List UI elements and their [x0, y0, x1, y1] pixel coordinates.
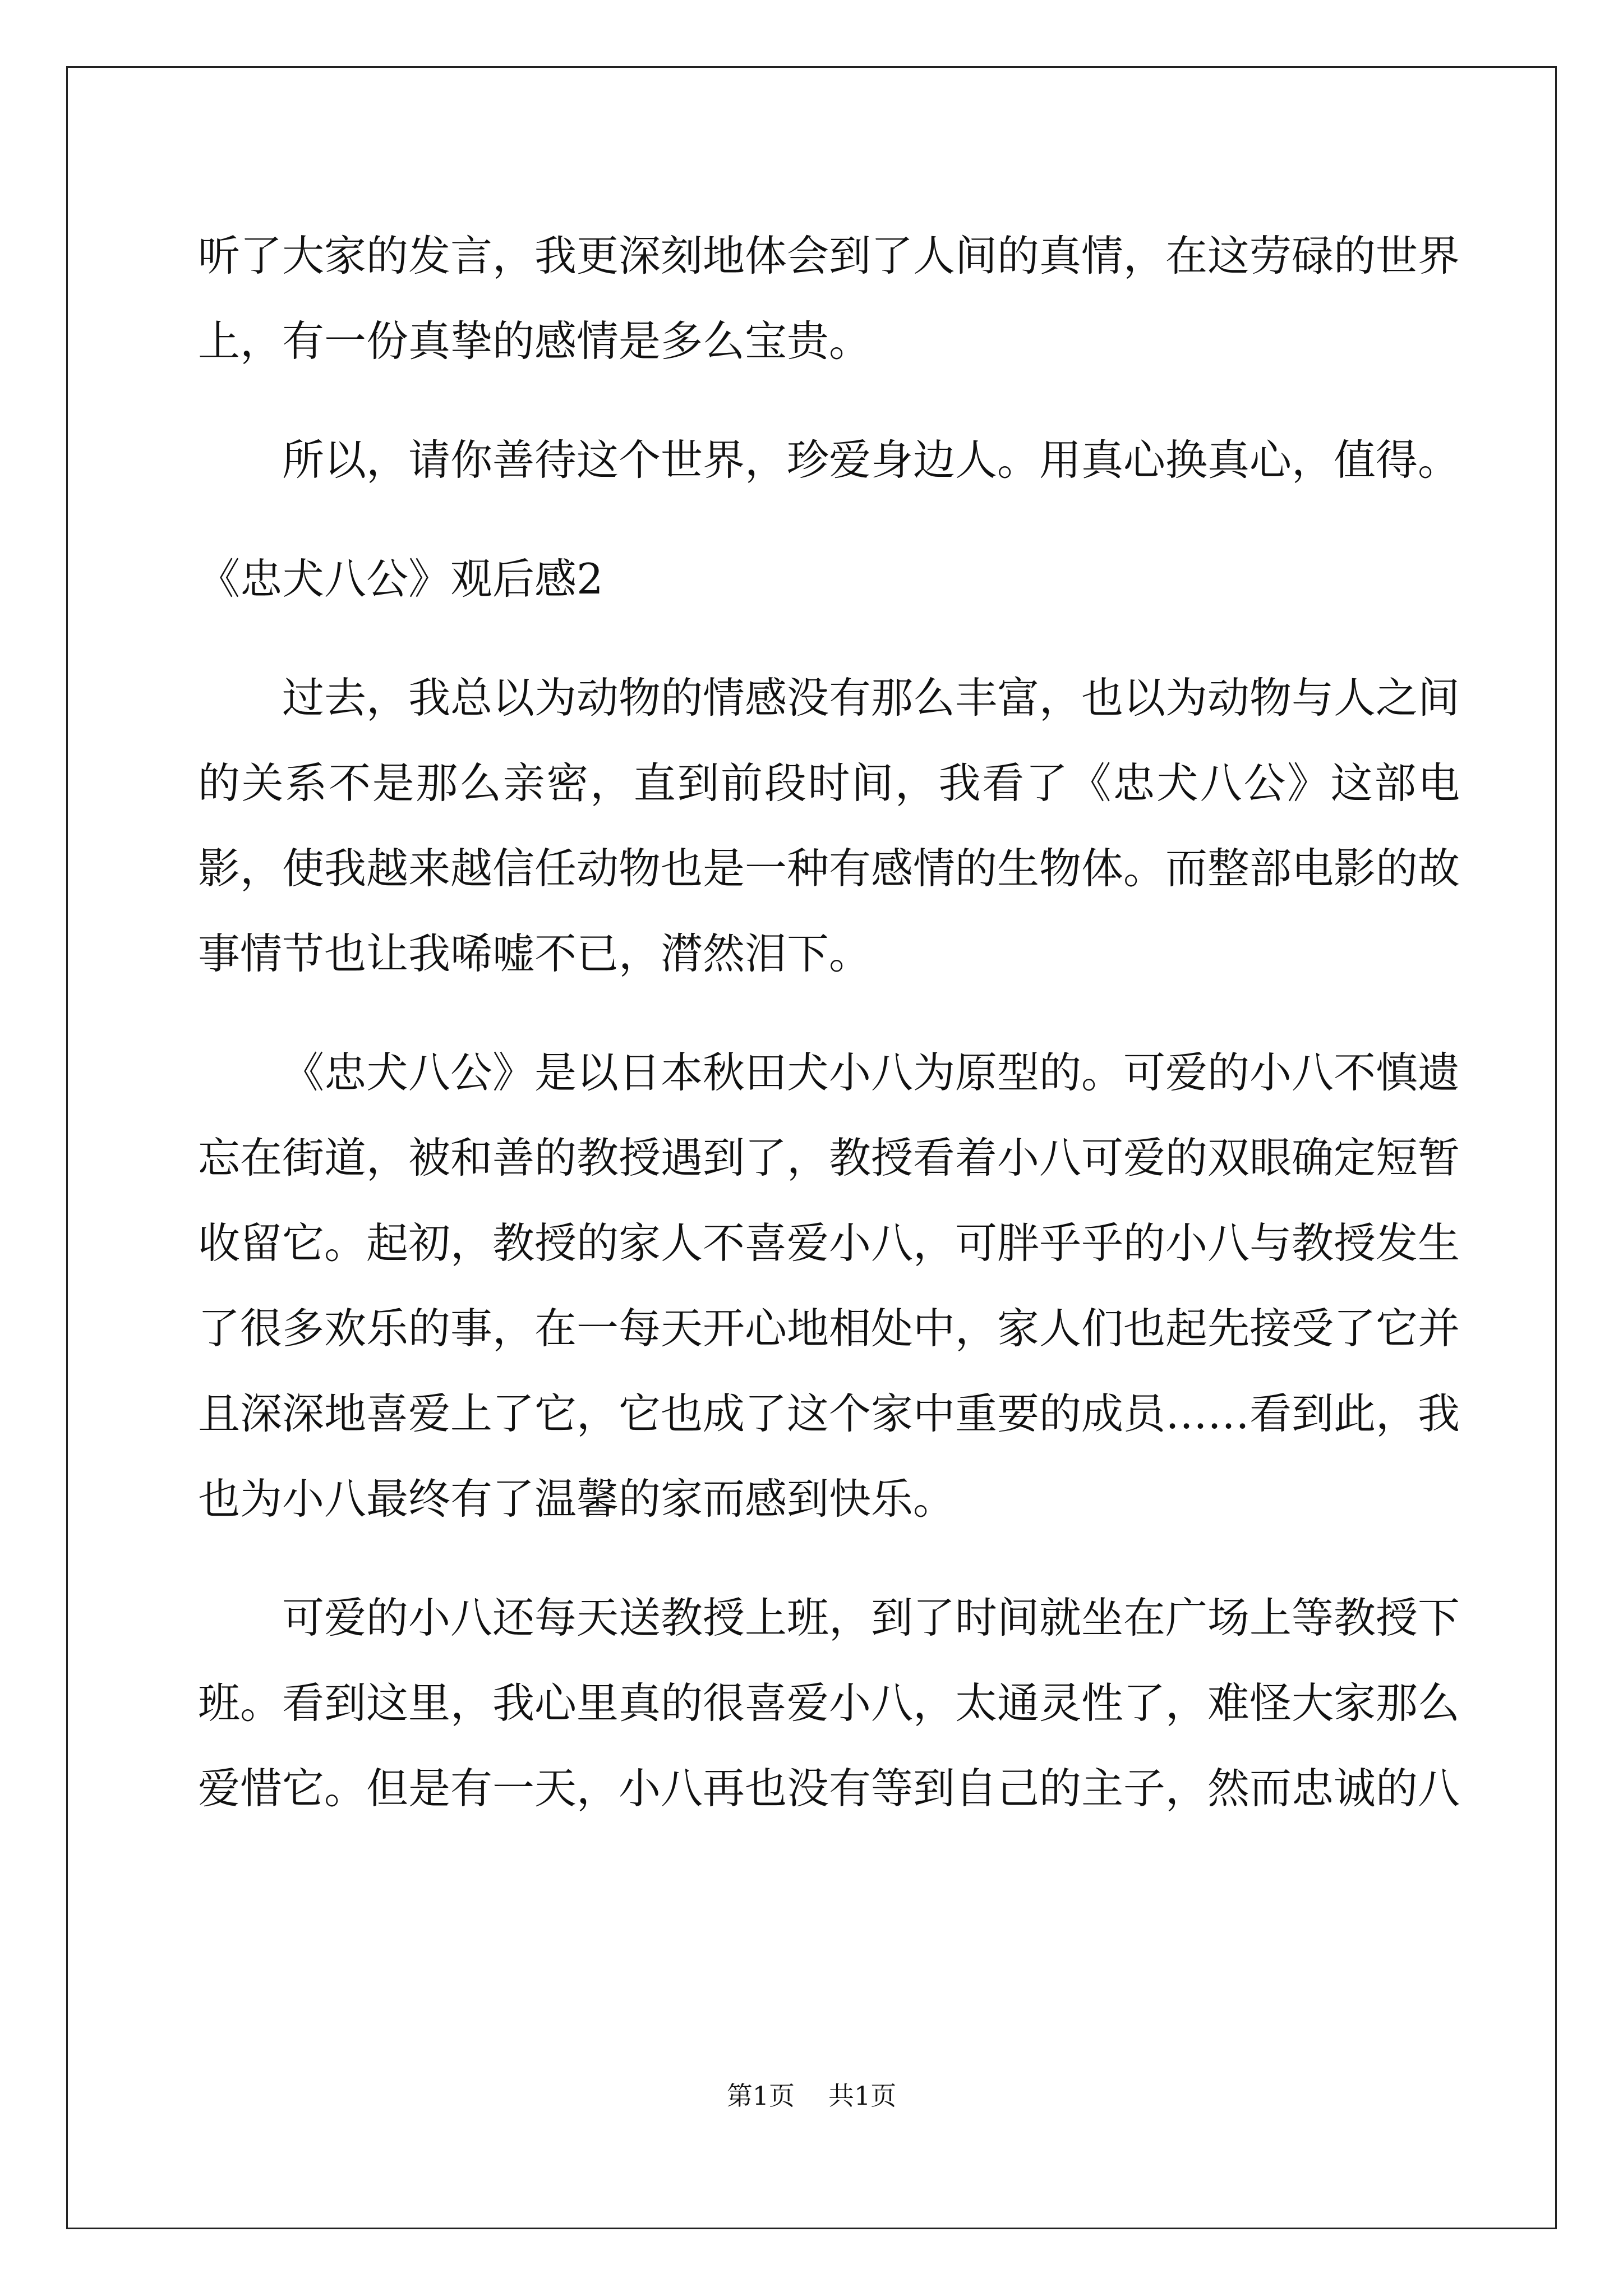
paragraph-3: 过去，我总以为动物的情感没有那么丰富，也以为动物与人之间的关系不是那么亲密，直到前段时间，我看了《忠犬八公》这部电影，使我越来越信任动物也是一种有感情的生物体。而整部电影的故事情节也让我唏嘘不已，潸然泪下。 [198, 673, 1460, 978]
paragraph-1: 听了大家的发言，我更深刻地体会到了人间的真情，在这劳碌的世界上，有一份真挚的感情是多么宝贵。 [198, 231, 1460, 366]
page-total: 共1页 [828, 2081, 897, 2111]
paragraph-4: 《忠犬八公》是以日本秋田犬小八为原型的。可爱的小八不慎遗忘在街道，被和善的教授遇到了，教授看着小八可爱的双眼确定短暂收留它。起初，教授的家人不喜爱小八，可胖乎乎的小八与教授发生了很多欢乐的事，在一每天开心地相处中，家人们也起先接受了它并且深深地喜爱上了它，它也成了这个家中重要的成员……看到此，我也为小八最终有了温馨的家而感到快乐。 [198, 1048, 1460, 1524]
paragraph-5: 可爱的小八还每天送教授上班，到了时间就坐在广场上等教授下班。看到这里，我心里真的很喜爱小八，太通灵性了，难怪大家那么爱惜它。但是有一天，小八再也没有等到自己的主子，然而忠诚的八 [198, 1593, 1460, 1813]
page-number: 第1页 [726, 2081, 795, 2111]
paragraph-2: 所以，请你善待这个世界，珍爱身边人。用真心换真心，值得。 [282, 435, 1460, 485]
document-body [198, 213, 1460, 1865]
page-footer [0, 2076, 1623, 2113]
section-title: 《忠犬八公》观后感2 [198, 554, 603, 604]
